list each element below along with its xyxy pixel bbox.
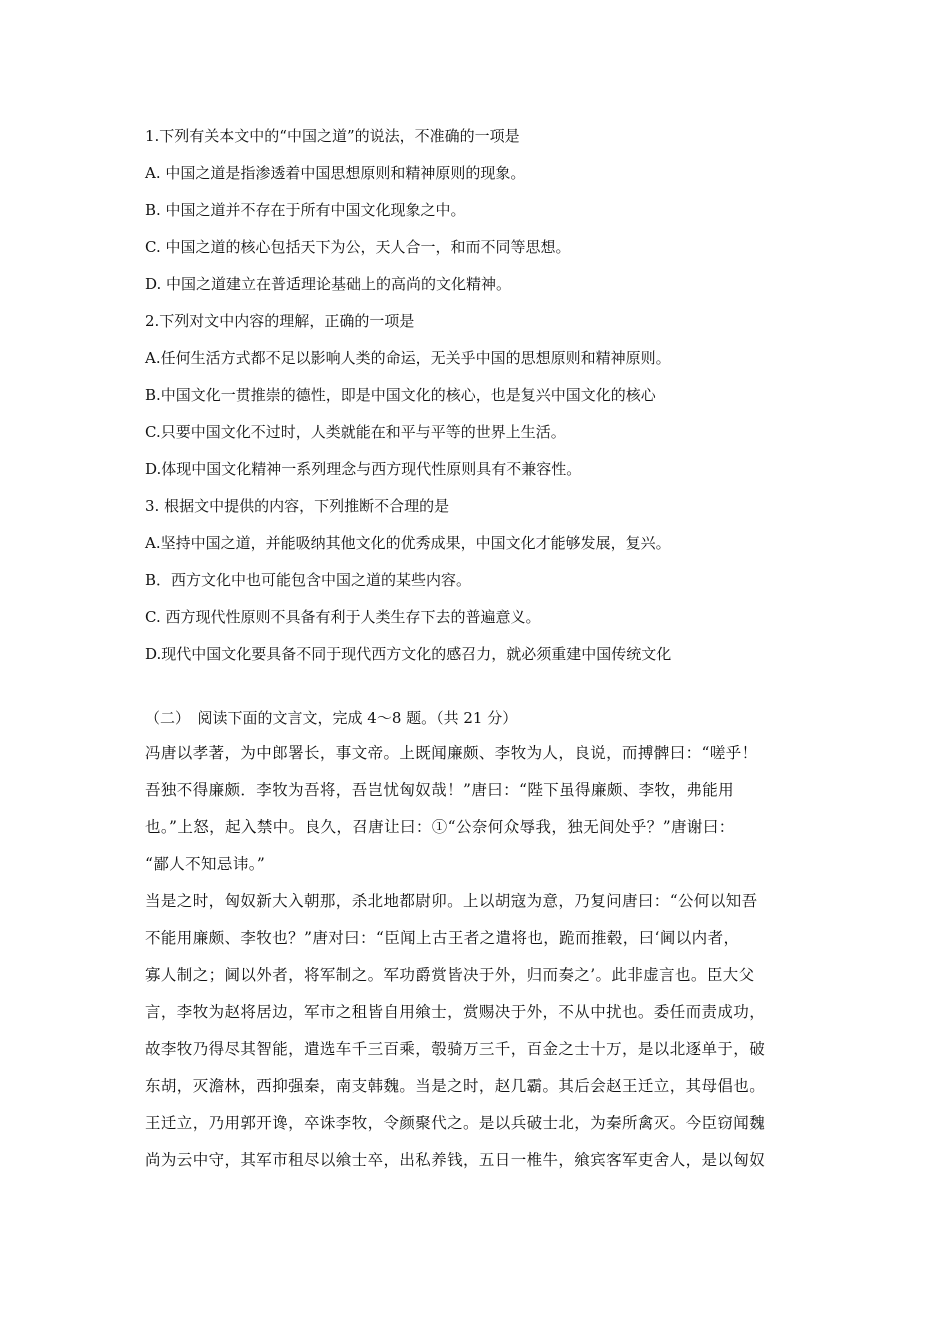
- passage-line: 东胡，灭澹林，西抑强秦，南支韩魏。当是之时，赵几霸。其后会赵王迁立，其母倡也。: [145, 1077, 766, 1095]
- passage-line: 言，李牧为赵将居边，军市之租皆自用飨士，赏赐决于外，不从中扰也。委任而责成功，: [145, 1003, 766, 1021]
- question-3-option-a: A.坚持中国之道，并能吸纳其他文化的优秀成果，中国文化才能够发展，复兴。: [145, 534, 671, 552]
- passage-line: 王迁立，乃用郭开谗，卒诛李牧，令颜聚代之。是以兵破士北，为秦所禽灭。今臣窃闻魏: [145, 1114, 766, 1132]
- question-2-stem: 2.下列对文中内容的理解，正确的一项是: [145, 312, 415, 330]
- question-1-option-a: A. 中国之道是指渗透着中国思想原则和精神原则的现象。: [145, 164, 526, 182]
- question-1-stem: 1.下列有关本文中的“中国之道”的说法，不准确的一项是: [145, 127, 520, 145]
- passage-line: 不能用廉颇、李牧也？”唐对曰：“臣闻上古王者之遣将也，跪而推毂，曰‘阃以内者，: [145, 929, 740, 947]
- document-page: [145, 0, 810, 1344]
- passage-line: 尚为云中守，其军市租尽以飨士卒，出私养钱，五日一椎牛，飨宾客军吏舍人，是以匈奴: [145, 1151, 766, 1169]
- question-2-option-d: D.体现中国文化精神一系列理念与西方现代性原则具有不兼容性。: [145, 460, 582, 478]
- question-1-option-d: D. 中国之道建立在普适理论基础上的高尚的文化精神。: [145, 275, 512, 293]
- passage-line: 也。”上怒，起入禁中。良久，召唐让曰：①“公奈何众辱我，独无间处乎？”唐谢曰：: [145, 818, 735, 836]
- question-3-option-c: C. 西方现代性原则不具备有利于人类生存下去的普遍意义。: [145, 608, 541, 626]
- passage-line: 吾独不得廉颇．李牧为吾将，吾岂忧匈奴哉！”唐曰：“陛下虽得廉颇、李牧，弗能用: [145, 781, 735, 799]
- question-3-option-d: D.现代中国文化要具备不同于现代西方文化的感召力，就必须重建中国传统文化: [145, 645, 672, 663]
- passage-line: 故李牧乃得尽其智能，遣选车千三百乘，彀骑万三千，百金之士十万，是以北逐单于，破: [145, 1040, 766, 1058]
- passage-line: “鄙人不知忌讳。”: [145, 855, 266, 873]
- question-2-option-a: A.任何生活方式都不足以影响人类的命运，无关乎中国的思想原则和精神原则。: [145, 349, 671, 367]
- question-1-option-b: B. 中国之道并不存在于所有中国文化现象之中。: [145, 201, 466, 219]
- passage-line: 寡人制之；阃以外者，将军制之。军功爵赏皆决于外，归而奏之’。此非虚言也。臣大父: [145, 966, 755, 984]
- question-2-option-b: B.中国文化一贯推崇的德性，即是中国文化的核心，也是复兴中国文化的核心: [145, 386, 656, 404]
- section-heading: （二） 阅读下面的文言文，完成 4～8 题。（共 21 分）: [145, 709, 518, 727]
- question-3-stem: 3. 根据文中提供的内容，下列推断不合理的是: [145, 497, 450, 515]
- passage-line: 当是之时，匈奴新大入朝那，杀北地都尉卯。上以胡寇为意，乃复问唐曰：“公何以知吾: [145, 892, 758, 910]
- question-1-option-c: C. 中国之道的核心包括天下为公，天人合一，和而不同等思想。: [145, 238, 571, 256]
- question-3-option-b: B．西方文化中也可能包含中国之道的某些内容。: [145, 571, 472, 589]
- passage-line: 冯唐以孝著，为中郎署长，事文帝。上既闻廉颇、李牧为人，良说，而搏髀曰：“嗟乎！: [145, 744, 758, 762]
- question-2-option-c: C.只要中国文化不过时，人类就能在和平与平等的世界上生活。: [145, 423, 566, 441]
